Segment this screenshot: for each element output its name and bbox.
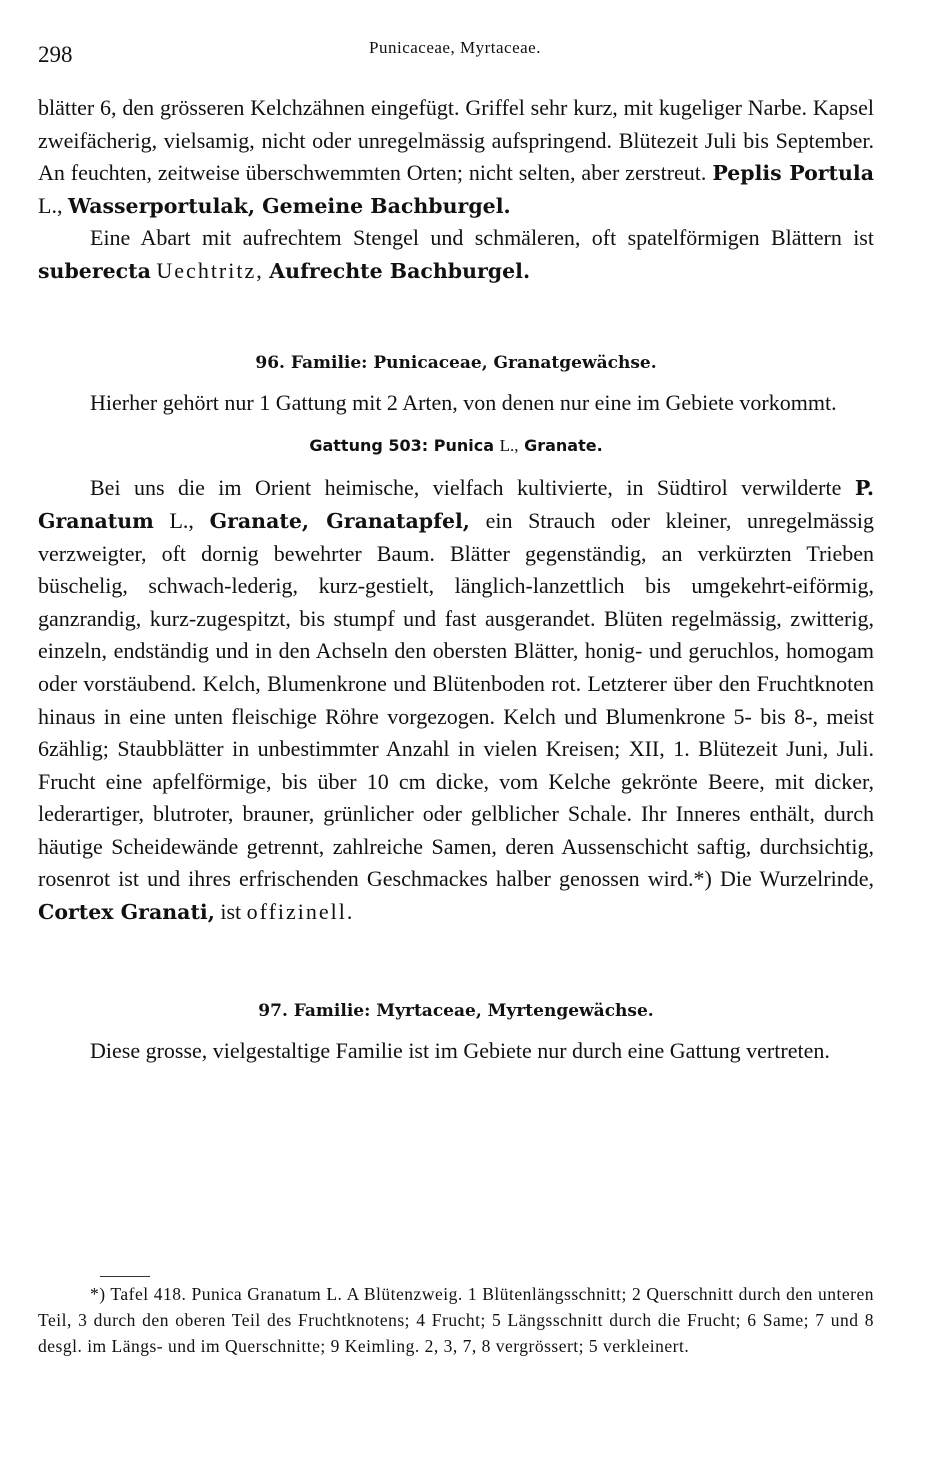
common-name-aufrechte-bachburgel: Aufrechte Bachburgel.: [269, 258, 531, 283]
genus-author: L.,: [499, 435, 519, 455]
drug-name-cortex-granati: Cortex Granati,: [38, 900, 215, 925]
species-name-peplis-portula: Peplis Portula: [712, 161, 875, 186]
family-heading-myrtaceae: 97. Familie: Myrtaceae, Myrtengewächse.: [258, 1000, 654, 1021]
peplis-description: blätter 6, den grösseren Kelchzähnen eingefügt. Griffel sehr kurz, mit kugeliger Narbe. Kapsel zweifächerig, vielsamig, nicht oder unregelmässig aufspringend. Blütezeit Juli bis September. An feuchten, zeitweise überschwemmten Orten; nicht selten, aber zerstreut.: [38, 95, 874, 186]
paragraph-myrtaceae: Diese grosse, vielgestaltige Familie ist im Gebiete nur durch eine Gattung vertreten.: [90, 1038, 830, 1064]
common-name-granatapfel: Granate, Granatapfel,: [209, 508, 470, 533]
running-head: Punicaceae, Myrtaceae.: [369, 38, 541, 57]
family-heading-punicaceae: 96. Familie: Punicaceae, Granatgewächse.: [255, 352, 657, 373]
variety-name-suberecta: suberecta: [38, 258, 151, 283]
page-body: [38, 92, 874, 1068]
paragraph-punicaceae: Hierher gehört nur 1 Gattung mit 2 Arten, von denen nur eine im Gebiete vorkommt.: [90, 390, 837, 416]
genus-common-name: Granate.: [524, 435, 603, 455]
granatum-offizinell: offizinell.: [246, 899, 355, 925]
variety-author: Uechtritz,: [156, 257, 264, 283]
granatum-intro: Bei uns die im Orient heimische, vielfach kultivierte, in Südtirol verwilderte: [90, 475, 842, 501]
variety-description: Eine Abart mit aufrechtem Stengel und schmäleren, oft spatelförmigen Blättern ist: [90, 225, 874, 251]
granatum-author: L.,: [169, 507, 194, 533]
paragraph-peplis: [38, 92, 874, 222]
granatum-description: ein Strauch oder kleiner, unregelmässig verzweigter, oft dornig bewehrter Baum. Blätter gegenständig, an verkürzten Trieben büschelig, schwach-lederig, kurz-gestielt, länglich-lanzettlich bis umgekehrt-eiförmig, ganzrandig, kurz-zugespitzt, bis stumpf und fast ausgerandet. Blüten regelmässig, zwitterig, einzeln, endständig und in den Achseln den obersten Blätter, honig- und geruchlos, homogam oder vorstäubend. Kelch, Blumenkrone und Blütenboden rot. Letzterer über den Fruchtknoten hinaus in eine unten fleischige Röhre vorgezogen. Kelch und Blumenkrone 5- bis 8-, meist 6zählig; Staubblätter in unbestimmter Anzahl in vielen Kreisen; XII, 1. Blütezeit Juni, Juli. Frucht eine apfelförmige, bis über 10 cm dicke, vom Kelche gekrönte Beere, mit dicker, lederartiger, blutroter, brauner, grünlicher oder gelblicher Schale. Ihr Inneres enthält, durch häutige Scheidewände getrennt, zahlreiche Samen, deren Aussenschicht saftig, durchsichtig, rosenrot ist und ihres erfrischenden Geschmackes halber genossen wird.*) Die Wurzelrinde,: [38, 507, 875, 892]
footnotes: [38, 1276, 874, 1359]
author-abbrev: L.,: [38, 192, 63, 218]
species-name-p-granatum: P. Granatum: [38, 476, 874, 533]
genus-number-name: Gattung 503: Punica: [309, 435, 495, 455]
page-header: [38, 38, 872, 68]
paragraph-punica-granatum: [38, 472, 874, 928]
common-name-wasserportulak: Wasserportulak, Gemeine Bachburgel.: [67, 193, 511, 218]
granatum-ist: ist: [220, 899, 242, 925]
genus-heading-punica: [38, 430, 874, 463]
footnote-tafel-418: *) Tafel 418. Punica Granatum L. A Blütenzweig. 1 Blütenlängsschnitt; 2 Querschnitt durch den unteren Teil, 3 durch den oberen Teil des Fruchtknotens; 4 Frucht; 5 Längsschnitt durch die Frucht; 6 Same; 7 und 8 desgl. im Längs- und im Querschnitte; 9 Keimling. 2, 3, 7, 8 vergrössert; 5 verkleinert.: [38, 1284, 874, 1356]
footnote-rule: [100, 1276, 150, 1277]
page-number: 298: [38, 42, 73, 67]
paragraph-variety: [38, 222, 874, 287]
